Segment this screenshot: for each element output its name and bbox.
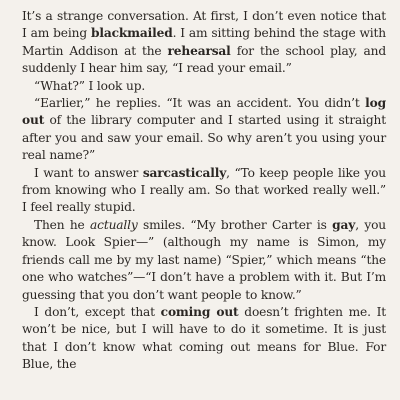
vocabulary-word: rehearsal bbox=[167, 43, 231, 58]
text-segment: It’s a strange conversation. At first, I don’t even notice that I am being bbox=[22, 9, 386, 41]
text-segment: for the school play, and suddenly I hear him say, “I read your email.” bbox=[22, 43, 386, 76]
text-segment: of the library computer and I started using it straight after you and saw your email. So why aren’t you using your real name?” bbox=[22, 113, 386, 163]
text-segment: . I am sitting behind the stage with Martin Addison at the bbox=[22, 26, 386, 58]
paragraph bbox=[22, 304, 386, 374]
vocabulary-word: coming out bbox=[160, 304, 239, 319]
paragraph bbox=[22, 78, 386, 95]
text-segment: doesn’t frighten me. It won’t be nice, but I will have to do it sometime. It is just that I don’t know what coming out means for Blue. For Blue, the bbox=[22, 304, 386, 372]
vocabulary-word: sarcastically bbox=[142, 165, 227, 180]
emphasis-text: actually bbox=[90, 217, 138, 232]
page-bottom-edge bbox=[0, 392, 400, 400]
vocabulary-word: blackmailed bbox=[90, 26, 173, 41]
text-segment: “What?” I look up. bbox=[34, 78, 146, 93]
paragraph bbox=[22, 95, 386, 165]
vocabulary-word: gay bbox=[332, 217, 356, 232]
text-segment: , “To keep people like you from knowing who I really am. So that worked really well.” I feel really stupid. bbox=[22, 165, 387, 215]
paragraph bbox=[22, 217, 386, 304]
paragraph bbox=[22, 8, 386, 78]
text-segment: Then he bbox=[34, 217, 91, 232]
book-page bbox=[22, 8, 386, 374]
text-segment: smiles. “My brother Carter is bbox=[137, 217, 333, 232]
vocabulary-word: log out bbox=[22, 96, 386, 128]
text-segment: I want to answer bbox=[34, 165, 143, 180]
text-segment: I don’t, except that bbox=[34, 304, 161, 319]
paragraph bbox=[22, 165, 386, 217]
text-segment: , you know. Look Spier—” (although my name is Simon, my friends call me by my last name) “Spier,” which means “the one who watches”—“I don’t have a problem with it. But I’m guessing that you don’t want people to know.” bbox=[22, 217, 386, 302]
text-segment: “Earlier,” he replies. “It was an accident. You didn’t bbox=[34, 96, 366, 111]
